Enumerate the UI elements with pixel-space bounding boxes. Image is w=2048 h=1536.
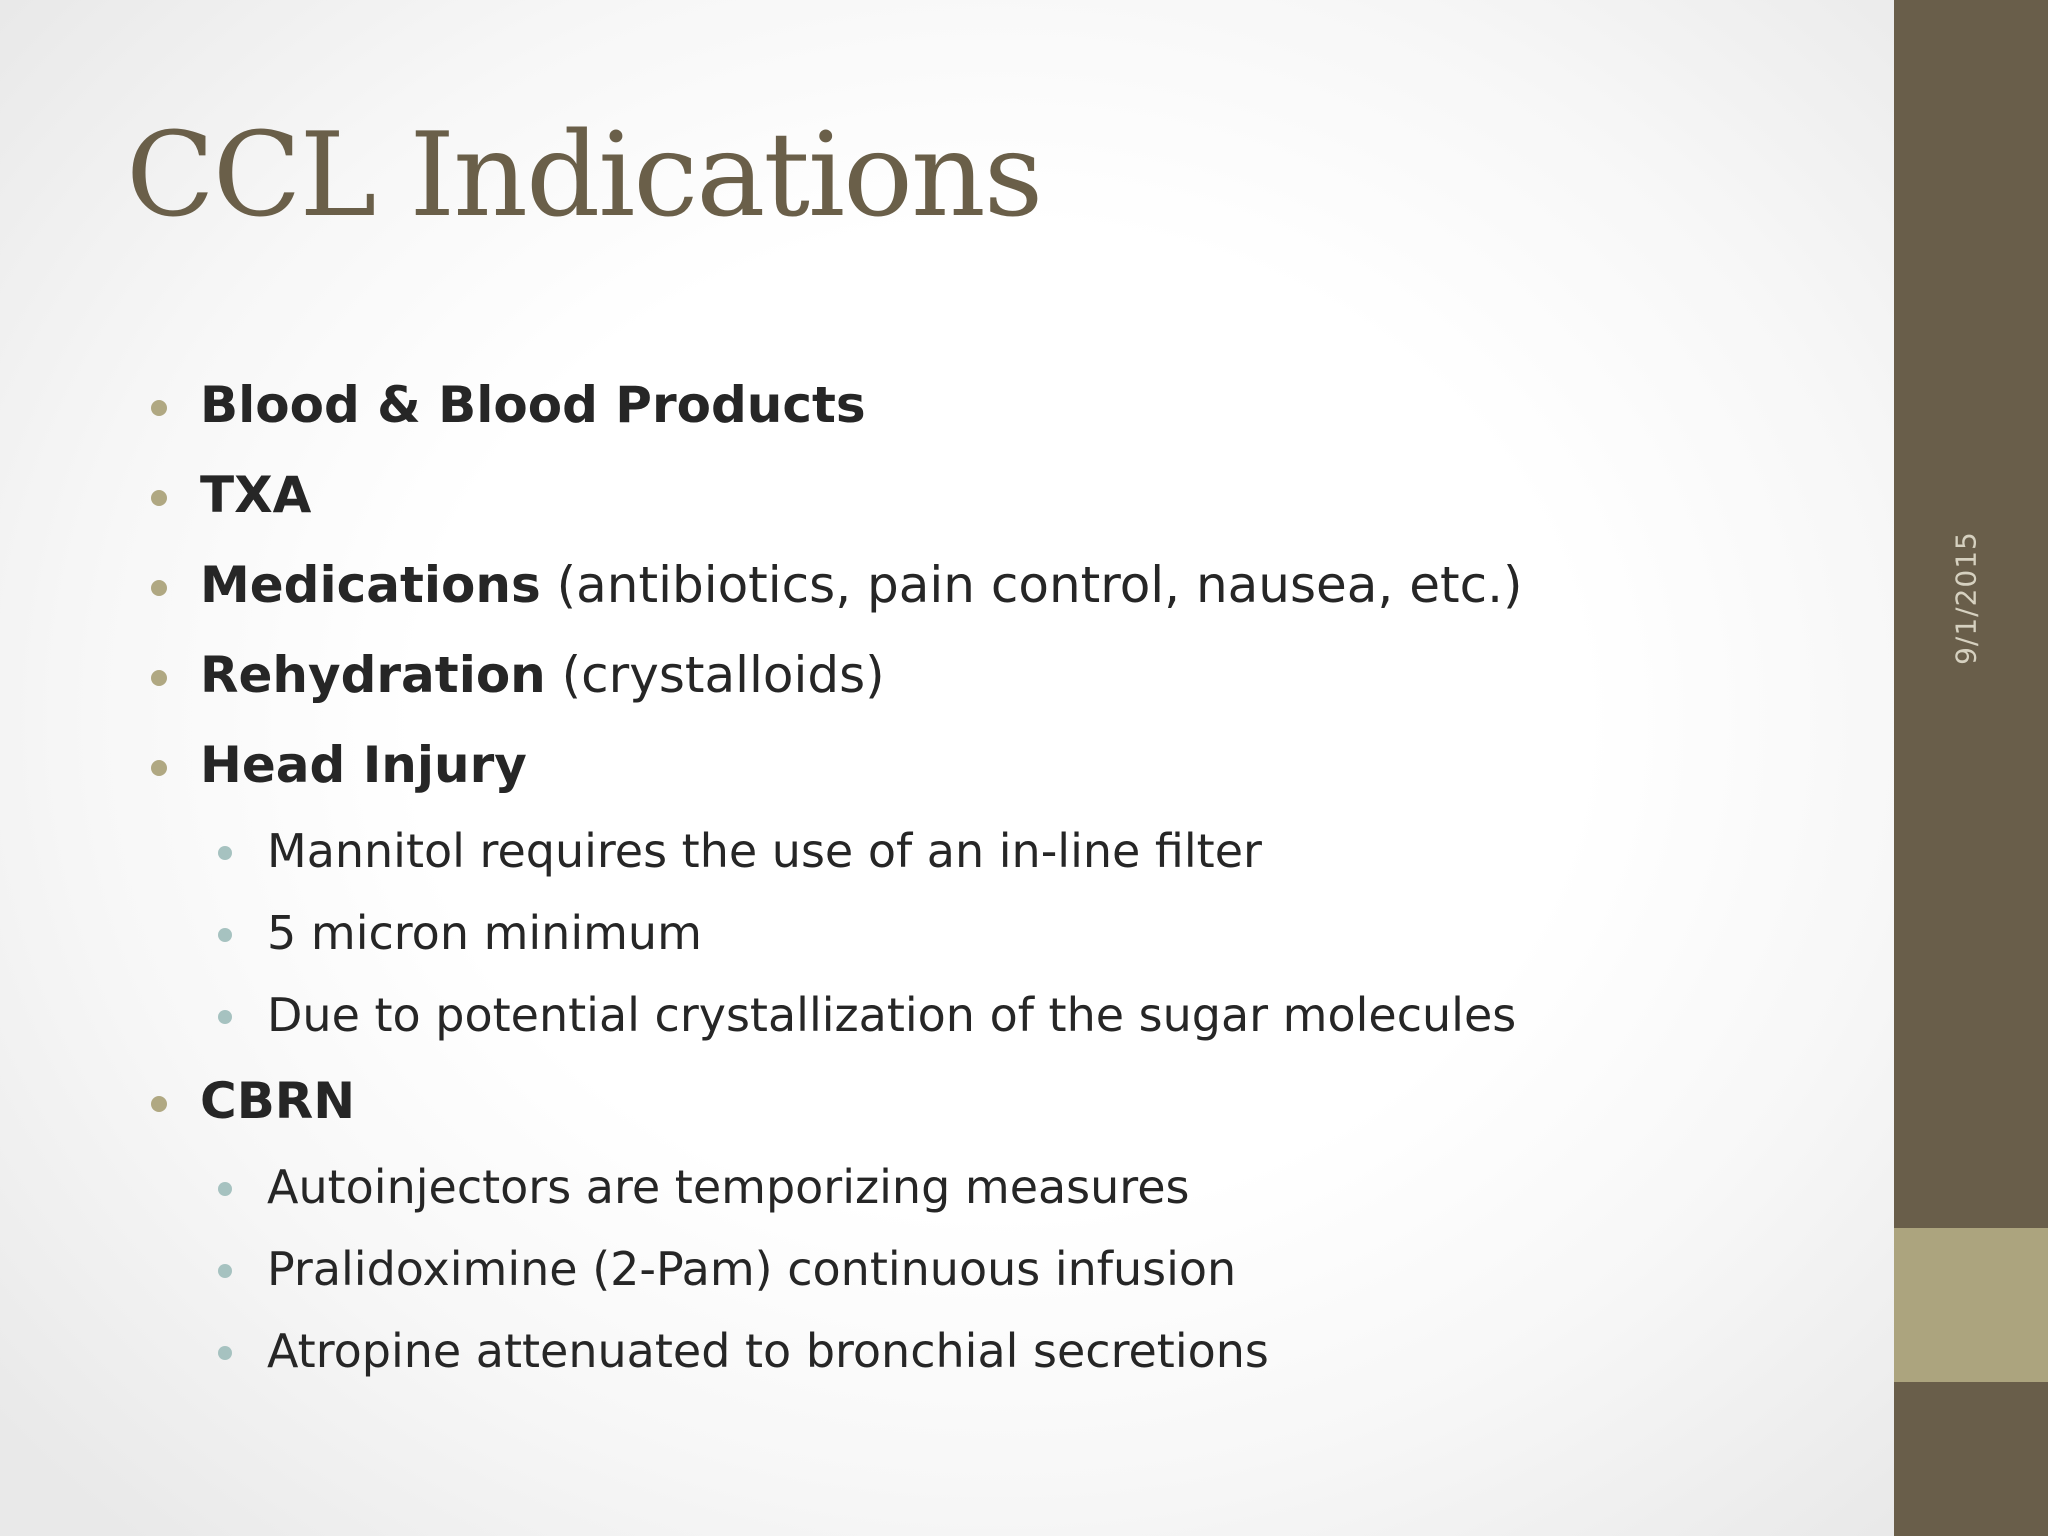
list-item-bold: Rehydration — [200, 646, 546, 704]
list-item — [200, 376, 866, 434]
sub-list-item: Pralidoximine (2-Pam) continuous infusion — [267, 1242, 1237, 1296]
list-item-bold: TXA — [200, 466, 312, 524]
bullet-dot — [151, 760, 167, 776]
list-item — [200, 466, 311, 524]
sub-list-item: Atropine attenuated to bronchial secretions — [267, 1324, 1269, 1378]
sub-bullet-dot — [218, 1346, 232, 1360]
slide-date: 9/1/2015 — [1949, 531, 1983, 665]
list-item — [200, 556, 1522, 614]
list-item-bold: CBRN — [200, 1072, 356, 1130]
bullet-dot — [151, 670, 167, 686]
sub-list-item: 5 micron minimum — [267, 906, 702, 960]
list-item — [200, 736, 527, 794]
list-item-bold: Blood & Blood Products — [200, 376, 866, 434]
sub-bullet-dot — [218, 846, 232, 860]
sub-list-item: Autoinjectors are temporizing measures — [267, 1160, 1190, 1214]
bullet-dot — [151, 400, 167, 416]
slide-title: CCL Indications — [126, 108, 1042, 243]
sub-bullet-dot — [218, 1264, 232, 1278]
bullet-dot — [151, 580, 167, 596]
list-item-bold: Medications — [200, 556, 541, 614]
side-accent-block — [1894, 1228, 2048, 1382]
list-item-bold: Head Injury — [200, 736, 527, 794]
sub-bullet-dot — [218, 1182, 232, 1196]
list-item — [200, 1072, 355, 1130]
sub-bullet-dot — [218, 1010, 232, 1024]
list-item — [200, 646, 885, 704]
bullet-dot — [151, 1096, 167, 1112]
sub-bullet-dot — [218, 928, 232, 942]
sub-list-item: Mannitol requires the use of an in-line filter — [267, 824, 1262, 878]
list-item-rest: (antibiotics, pain control, nausea, etc.) — [540, 556, 1523, 614]
list-item-rest: (crystalloids) — [545, 646, 885, 704]
sub-list-item: Due to potential crystallization of the sugar molecules — [267, 988, 1517, 1042]
bullet-dot — [151, 490, 167, 506]
